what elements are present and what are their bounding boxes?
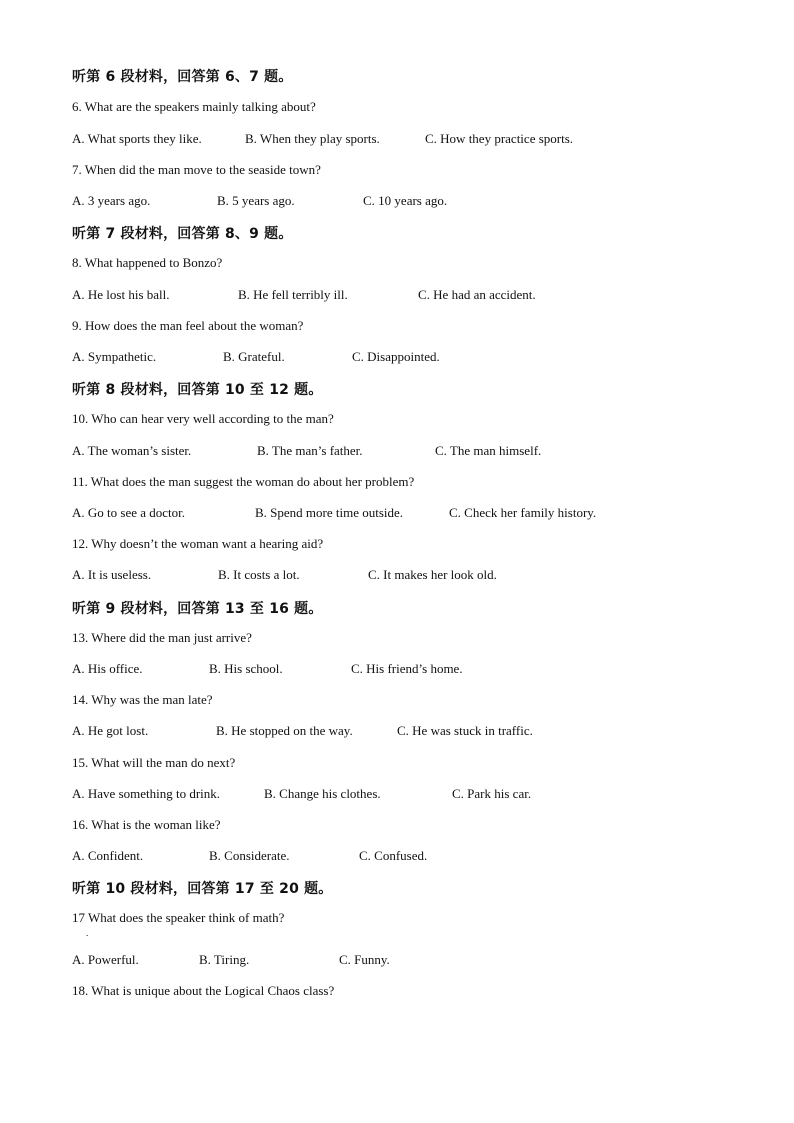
q11-option-c: C. Check her family history. [449, 505, 597, 520]
q6-option-a: A. What sports they like. [72, 131, 202, 146]
q13-option-b: B. His school. [209, 661, 283, 676]
q16-option-a: A. Confident. [72, 848, 144, 863]
q11-option-a: A. Go to see a doctor. [72, 505, 186, 520]
q9-option-b: B. Grateful. [223, 349, 285, 364]
question-11: 11. What does the man suggest the woman do about her problem? [72, 474, 415, 489]
stray-mark: . [86, 928, 89, 938]
q14-option-a: A. He got lost. [72, 723, 149, 738]
q7-option-b: B. 5 years ago. [217, 193, 295, 208]
q15-option-a: A. Have something to drink. [72, 786, 221, 801]
q6-option-b: B. When they play sports. [245, 131, 380, 146]
q11-option-b: B. Spend more time outside. [255, 505, 404, 520]
question-12: 12. Why doesn’t the woman want a hearing aid? [72, 536, 324, 551]
q12-option-a: A. It is useless. [72, 567, 152, 582]
question-7: 7. When did the man move to the seaside town? [72, 162, 321, 177]
q12-option-b: B. It costs a lot. [218, 567, 300, 582]
question-9: 9. How does the man feel about the woman? [72, 318, 304, 333]
q8-option-c: C. He had an accident. [418, 287, 536, 302]
section-heading: 听第 6 段材料，回答第 6、7 题。 [72, 69, 293, 85]
q9-option-c: C. Disappointed. [352, 349, 440, 364]
q10-option-b: B. The man’s father. [257, 443, 363, 458]
question-16: 16. What is the woman like? [72, 817, 221, 832]
question-6: 6. What are the speakers mainly talking about? [72, 99, 316, 114]
q10-option-c: C. The man himself. [435, 443, 542, 458]
question-13: 13. Where did the man just arrive? [72, 630, 252, 645]
question-10: 10. Who can hear very well according to the man? [72, 411, 334, 426]
q17-option-a: A. Powerful. [72, 952, 139, 967]
q16-option-b: B. Considerate. [209, 848, 290, 863]
q10-option-a: A. The woman’s sister. [72, 443, 192, 458]
q17-option-c: C. Funny. [339, 952, 390, 967]
q8-option-a: A. He lost his ball. [72, 287, 170, 302]
q14-option-b: B. He stopped on the way. [216, 723, 353, 738]
question-18: 18. What is unique about the Logical Chaos class? [72, 983, 335, 998]
q14-option-c: C. He was stuck in traffic. [397, 723, 533, 738]
q9-option-a: A. Sympathetic. [72, 349, 157, 364]
question-15: 15. What will the man do next? [72, 755, 236, 770]
question-8: 8. What happened to Bonzo? [72, 255, 223, 270]
q12-option-c: C. It makes her look old. [368, 567, 497, 582]
question-14: 14. Why was the man late? [72, 692, 213, 707]
q13-option-a: A. His office. [72, 661, 143, 676]
q7-option-c: C. 10 years ago. [363, 193, 448, 208]
q16-option-c: C. Confused. [359, 848, 428, 863]
q17-option-b: B. Tiring. [199, 952, 250, 967]
q13-option-c: C. His friend’s home. [351, 661, 463, 676]
section-heading: 听第 9 段材料，回答第 13 至 16 题。 [72, 601, 323, 617]
q8-option-b: B. He fell terribly ill. [238, 287, 348, 302]
q15-option-c: C. Park his car. [452, 786, 532, 801]
q7-option-a: A. 3 years ago. [72, 193, 151, 208]
q6-option-c: C. How they practice sports. [425, 131, 574, 146]
question-17: 17 What does the speaker think of math? [72, 910, 285, 925]
q15-option-b: B. Change his clothes. [264, 786, 381, 801]
section-heading: 听第 7 段材料，回答第 8、9 题。 [72, 226, 293, 242]
section-heading: 听第 10 段材料，回答第 17 至 20 题。 [72, 881, 333, 897]
section-heading: 听第 8 段材料，回答第 10 至 12 题。 [72, 382, 323, 398]
